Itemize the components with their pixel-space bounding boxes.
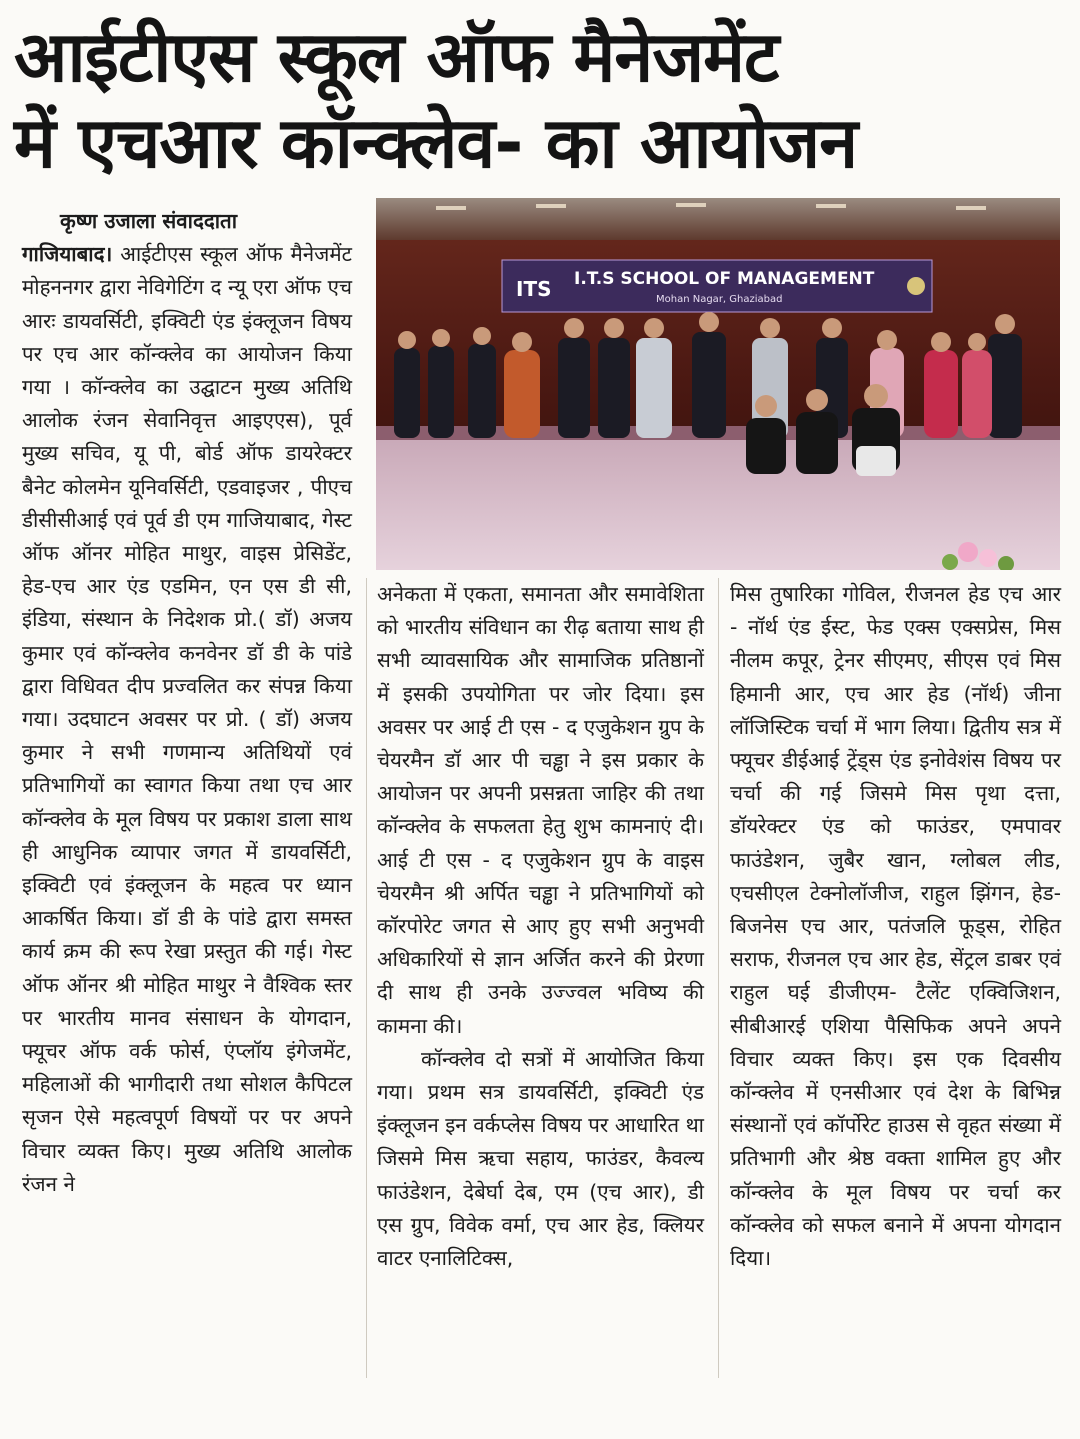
column-divider [718,578,719,1378]
column-divider [366,578,367,1378]
article-column-3 [730,578,1061,1275]
banner-logo: ITS [516,277,552,301]
headline-line-1: आईटीएस स्कूल ऑफ मैनेजमेंट [14,16,779,98]
byline: कृष्ण उजाला संवाददाता [60,209,238,233]
article-column-2 [377,578,704,1275]
column-2-paragraph-2: कॉन्क्लेव दो सत्रों में आयोजित किया गया। प्रथम सत्र डायवर्सिटी, इक्विटी एंड इंक्लूजन इन वर्कप्लेस विषय पर आधारित था जिसमे मिस ऋचा सहाय, फाउंडर, कैवल्य फाउंडेशन, देबेर्घा देब, एम (एच आर), डी एस ग्रुप, विवेक वर्मा, एच आर हेड, क्लियर वाटर एनालिटिक्स, [377,1046,704,1271]
column-1-text: आईटीएस स्कूल ऑफ मैनेजमेंट मोहननगर द्वारा नेविगेटिंग द न्यू एरा ऑफ एच आरः डायवर्सिटी, इक्विटी एंड इंक्लूजन विषय पर एच आर कॉन्क्लेव का आयोजन किया गया । कॉन्क्लेव का उद्घाटन मुख्य अतिथि आलोक रंजन सेवानिवृत्त आइएएस), पूर्व मुख्य सचिव, यू पी, बोर्ड ऑफ डायरेक्टर बैनेट कोलमेन यूनिवर्सिटी, एडवाइजर , पीएच डीसीसीआई एवं पूर्व डी एम गाजियाबाद, गेस्ट ऑफ ऑनर मोहित माथुर, वाइस प्रेसिडेंट, हेड-एच आर एंड एडमिन, एन एस डी सी, इंडिया, संस्थान के निदेशक प्रो.( डॉ) अजय कुमार एवं कॉन्क्लेव कनवेनर डॉ डी के पांडे द्वारा विधिवत दीप प्रज्वलित कर संपन्न किया गया। उदघाटन अवसर पर प्रो. ( डॉ) अजय कुमार ने सभी गणमान्य अतिथियों एवं प्रतिभागियों का स्वागत किया तथा एच आर कॉन्क्लेव के मूल विषय पर प्रकाश डाला साथ ही आधुनिक व्यापार जगत में डायवर्सिटी, इक्विटी एवं इंक्लूजन के महत्व पर ध्यान आकर्षित किया। डॉ डी के पांडे द्वारा समस्त कार्य क्रम की रूप रेखा प्रस्तुत की गई। गेस्ट ऑफ ऑनर श्री मोहित माथुर ने वैश्विक स्तर पर भारतीय मानव संसाधन के योगदान, फ्यूचर ऑफ वर्क फोर्स, एंप्लॉय इंगेजमेंट, महिलाओं की भागीदारी तथा सोशल कैपिटल सृजन ऐसे महत्वपूर्ण विषयों पर पर अपने विचार व्यक्त किए। मुख्य अतिथि आलोक रंजन ने [22,242,352,1196]
kneeling-group [746,384,900,476]
dateline: गाजियाबाद। [22,242,113,267]
banner-title: I.T.S SCHOOL OF MANAGEMENT [574,269,875,289]
banner-subtitle: Mohan Nagar, Ghaziabad [656,294,783,305]
column-2-paragraph-1: अनेकता में एकता, समानता और समावेशिता को भारतीय संविधान का रीढ़ बताया साथ ही सभी व्यावसायिक और सामाजिक प्रतिष्ठानों में इसकी उपयोगिता पर जोर दिया। इस अवसर पर आई टी एस - द एजुकेशन ग्रुप के चेयरमैन डॉ आर पी चड्ढा ने इस प्रकार के आयोजन पर अपनी प्रसन्नता जाहिर की तथा कॉन्क्लेव के सफलता हेतु शुभ कामनाएं दी। आई टी एस - द एजुकेशन ग्रुप के वाइस चेयरमैन श्री अर्पित चड्ढा ने प्रतिभागियों को कॉरपोरेट जगत से आए हुए सभी अनुभवी अधिकारियों से ज्ञान अर्जित करने की प्रेरणा दी साथ ही उनके उज्ज्वल भविष्य की कामना की। [377,582,704,1038]
headline [14,14,1066,186]
column-1-paragraph [22,238,352,1201]
headline-line-2: में एचआर कॉन्क्लेव- का आयोजन [14,102,858,184]
article-column-1 [22,205,352,1201]
event-photo [376,198,1060,570]
event-photo-illustration [376,198,1060,570]
column-3-paragraph-1: मिस तुषारिका गोविल, रीजनल हेड एच आर - नॉर्थ एंड ईस्ट, फेड एक्स एक्सप्रेस, मिस नीलम कपूर, ट्रेनर सीएमए, सीएस एवं मिस हिमानी आर, एच आर हेड (नॉर्थ) जीना लॉजिस्टिक चर्चा में भाग लिया। द्वितीय सत्र में फ्यूचर डीईआई ट्रेंड्स एंड इनोवेशंस विषय पर चर्चा की गई जिसमे मिस पृथा दत्ता, डॉयरेक्टर एंड को फाउंडर, एमपावर फाउंडेशन, जुबैर खान, ग्लोबल लीड, एचसीएल टेक्नोलॉजीज, राहुल झिंगन, हेड- बिजनेस एच आर, पतंजलि फूड्स, रोहित सराफ, रीजनल एच आर हेड, सेंट्रल डाबर एवं राहुल घई डीजीएम- टैलेंट एक्विजिशन, सीबीआरई एशिया पैसिफिक अपने अपने विचार व्यक्त किए। इस एक दिवसीय कॉन्क्लेव में एनसीआर एवं देश के बिभिन्न संस्थानों एवं कॉर्पोरेट हाउस से वृहत संख्या में प्रतिभागी और श्रेष्ठ वक्ता शामिल हुए और कॉन्क्लेव के मूल विषय पर चर्चा कर कॉन्क्लेव को सफल बनाने में अपना योगदान दिया। [730,582,1061,1271]
